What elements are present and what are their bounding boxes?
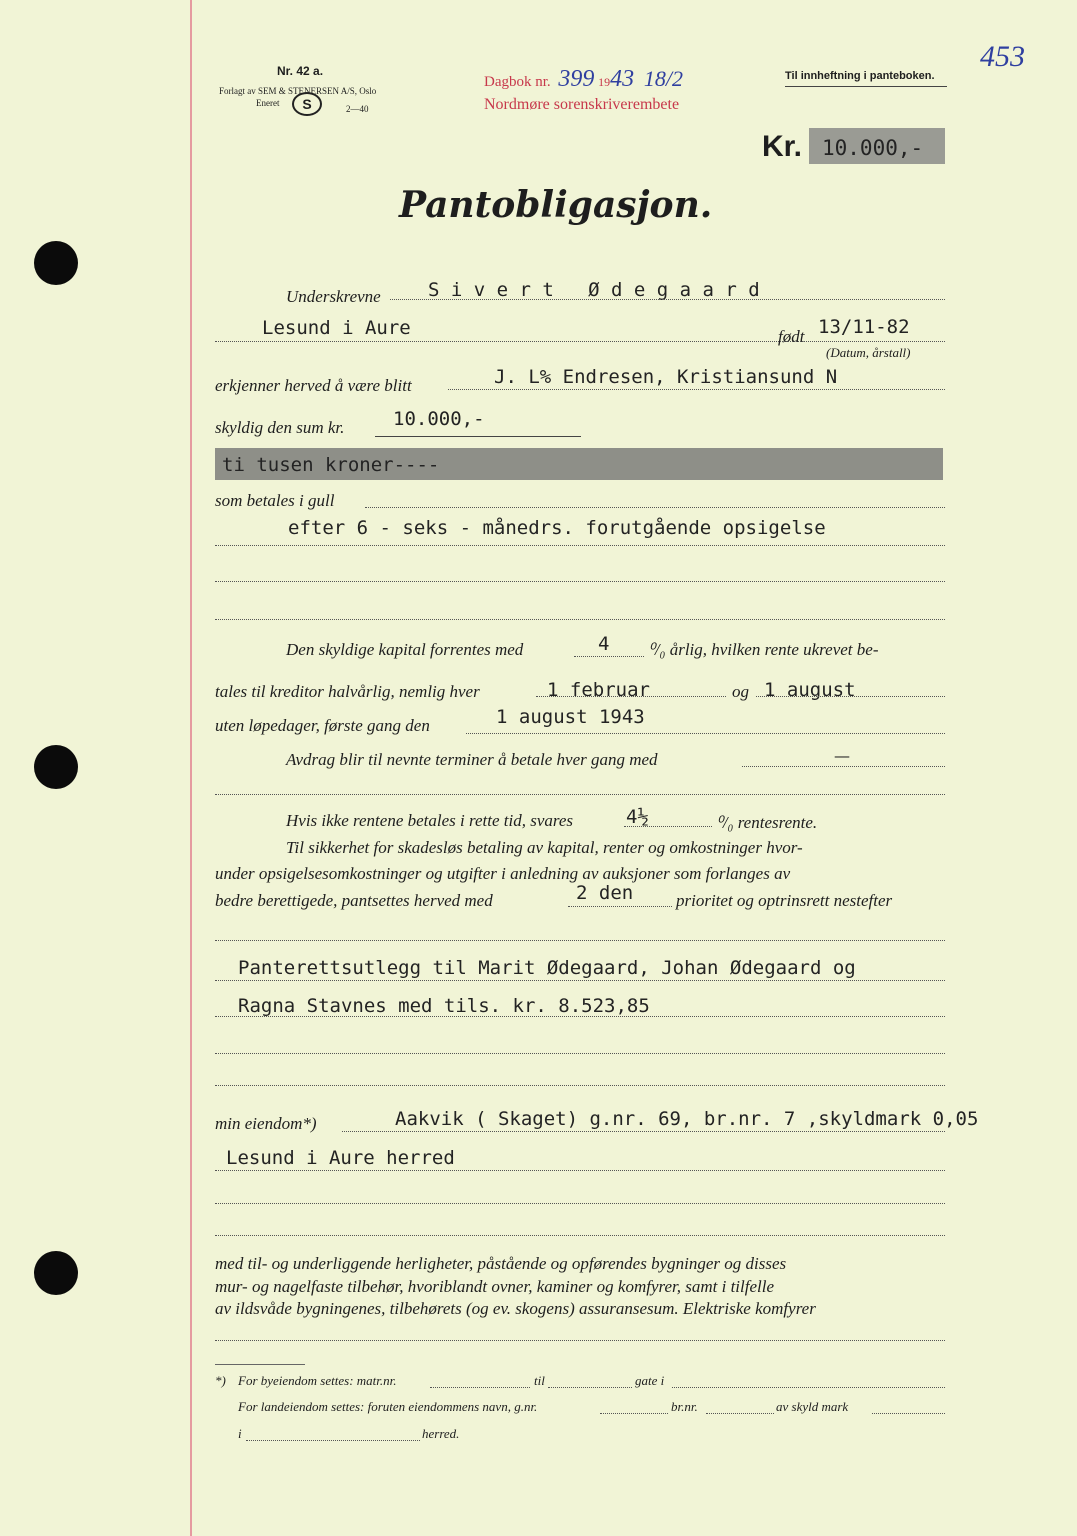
debtor-address: Lesund i Aure [262,317,411,339]
footnote-l2b: br.nr. [671,1399,698,1414]
property-label: min eiendom*) [215,1114,317,1133]
security-line2: under opsigelsesomkostninger og utgifter i anledning av auksjoner som forlanges av [215,864,791,883]
penalty-post: ⁰/₀ rentesrente. [716,813,818,832]
interest-date1: 1 februar [547,679,650,701]
installment-value: — [834,746,850,765]
publisher-eneret: Eneret [256,98,280,108]
footnote-l3-rule [246,1440,420,1441]
journal-year: 43 [610,66,635,92]
footnote-l2-rule-a [600,1413,668,1414]
penalty-rate: 4½ [626,806,649,828]
journal-year-prefix: 19 [598,75,611,89]
born-note: (Datum, årstall) [826,345,911,360]
sum-label: skyldig den sum kr. [215,418,345,437]
interest-line2-pre: tales til kreditor halvårlig, nemlig hver [215,682,480,701]
undersigned-name: S i v e r t Ø d e g a a r d [428,279,760,301]
priority-value: 2 den [576,882,634,904]
footnote-l1-rule-b [548,1387,632,1388]
penalty-pre: Hvis ikke rentene betales i rette tid, svares [286,811,574,830]
footnote-separator [215,1364,305,1365]
blank-line-5 [215,1203,945,1204]
blank-line-4 [215,1085,945,1086]
security-line3-post: prioritet og optrinsrett nestefter [676,891,893,910]
interest-first-date: 1 august 1943 [496,706,645,728]
property-line1: Aakvik ( Skaget) g.nr. 69, br.nr. 7 ,skyldmark 0,05 [395,1108,979,1130]
binder-hole-middle [34,745,78,789]
footnote-l3b: herred. [422,1426,460,1441]
footnote-l1c: gate i [635,1373,665,1388]
journal-date: 18/2 [643,66,684,91]
journal-number: 399 [558,66,595,92]
creditor-label: erkjenner herved å være blitt [215,376,412,395]
prior-claims-line1: Panterettsutlegg til Marit Ødegaard, Johan Ødegaard og [238,957,856,979]
interest-line3-pre: uten løpedager, første gang den [215,716,430,735]
document-title: Pantobligasjon. [399,184,713,226]
prior-claims-line2-rule [215,1016,945,1017]
penalty-line [624,826,712,827]
sum-value: 10.000,- [393,408,485,430]
journal-prefix: Dagbok nr. [484,74,551,90]
address-line [215,341,945,342]
footnote-l1-rule-a [430,1387,530,1388]
payment-terms: efter 6 - seks - månedrs. forutgående opsigelse [288,517,826,539]
installment-label: Avdrag blir til nevnte terminer å betale hver gang med [286,750,658,769]
interest-and: og [732,682,749,701]
interest-date1-line [536,696,726,697]
blank-line-3 [215,1053,945,1054]
footnote-l2-rule-b [706,1413,774,1414]
page-number: 453 [980,40,1025,73]
property-line1-rule [342,1131,945,1132]
security-blank-line [215,940,945,941]
boilerplate-line-rule [215,1340,945,1341]
security-line3-pre: bedre berettigede, pantsettes herved med [215,891,493,910]
prior-claims-line2: Ragna Stavnes med tils. kr. 8.523,85 [238,995,650,1017]
terms-line [215,545,945,546]
margin-line [190,0,192,1536]
publisher-line: Forlagt av SEM & STENERSEN A/S, Oslo [219,86,377,96]
publisher-logo: S [292,92,322,116]
form-number: Nr. 42 a. [277,64,324,78]
gold-line [365,507,945,508]
gold-label: som betales i gull [215,491,335,510]
footnote-marker: *) [215,1373,226,1388]
boilerplate-line1: med til- og underliggende herligheter, påstående og opførendes bygninger og disses [215,1254,787,1273]
interest-line1-post: ⁰/₀ årlig, hvilken rente ukrevet be- [648,640,879,659]
undersigned-line [390,299,945,300]
security-line1: Til sikkerhet for skadesløs betaling av kapital, renter og omkostninger hvor- [286,838,803,857]
blank-line-1 [215,581,945,582]
interest-rate-line [574,656,644,657]
interest-date2-line [756,696,945,697]
interest-rate: 4 [598,633,610,655]
undersigned-label: Underskrevne [286,287,381,306]
footnote-l2a: For landeiendom settes: foruten eiendommens navn, g.nr. [238,1399,538,1414]
office-stamp: Nordmøre sorenskriverembete [484,96,680,113]
installment-line [742,766,945,767]
property-line2-rule [215,1170,945,1171]
binder-hole-bottom [34,1251,78,1295]
footnote-l3a: i [238,1426,242,1441]
born-value: 13/11-82 [818,316,910,338]
binding-note: Til innheftning i panteboken. [785,70,935,82]
sum-line [375,436,581,437]
footnote-l1b: til [534,1373,545,1388]
footnote-l2-rule-c [872,1413,945,1414]
footnote-l2c: av skyld mark [776,1399,849,1414]
first-date-line [466,733,945,734]
boilerplate-line2: mur- og nagelfaste tilbehør, hvoriblandt ovner, kaminer og komfyrer, samt i tilfelle [215,1277,775,1296]
prior-claims-line1-rule [215,980,945,981]
property-line2: Lesund i Aure herred [226,1147,455,1169]
footnote-l1-rule-c [672,1387,945,1388]
footnote-l1a: For byeiendom settes: matr.nr. [238,1373,397,1388]
creditor-line [448,389,945,390]
blank-line-6 [215,1235,945,1236]
sum-words: ti tusen kroner---- [222,454,440,476]
priority-line [568,906,672,907]
boilerplate-line3: av ildsvåde bygningenes, tilbehørets (og ev. skogens) assuransesum. Elektriske komfyrer [215,1299,816,1318]
installment-blank-line [215,794,945,795]
amount-currency: Kr. [762,130,803,163]
binding-note-underline [785,86,947,87]
interest-date2: 1 august [764,679,856,701]
blank-line-2 [215,619,945,620]
print-code: 2—40 [346,104,369,114]
binder-hole-top [34,241,78,285]
interest-line1-pre: Den skyldige kapital forrentes med [286,640,524,659]
creditor-value: J. L% Endresen, Kristiansund N [494,366,838,388]
born-label: født [778,327,805,346]
journal-stamp [484,66,683,93]
amount-value: 10.000,- [822,136,924,160]
